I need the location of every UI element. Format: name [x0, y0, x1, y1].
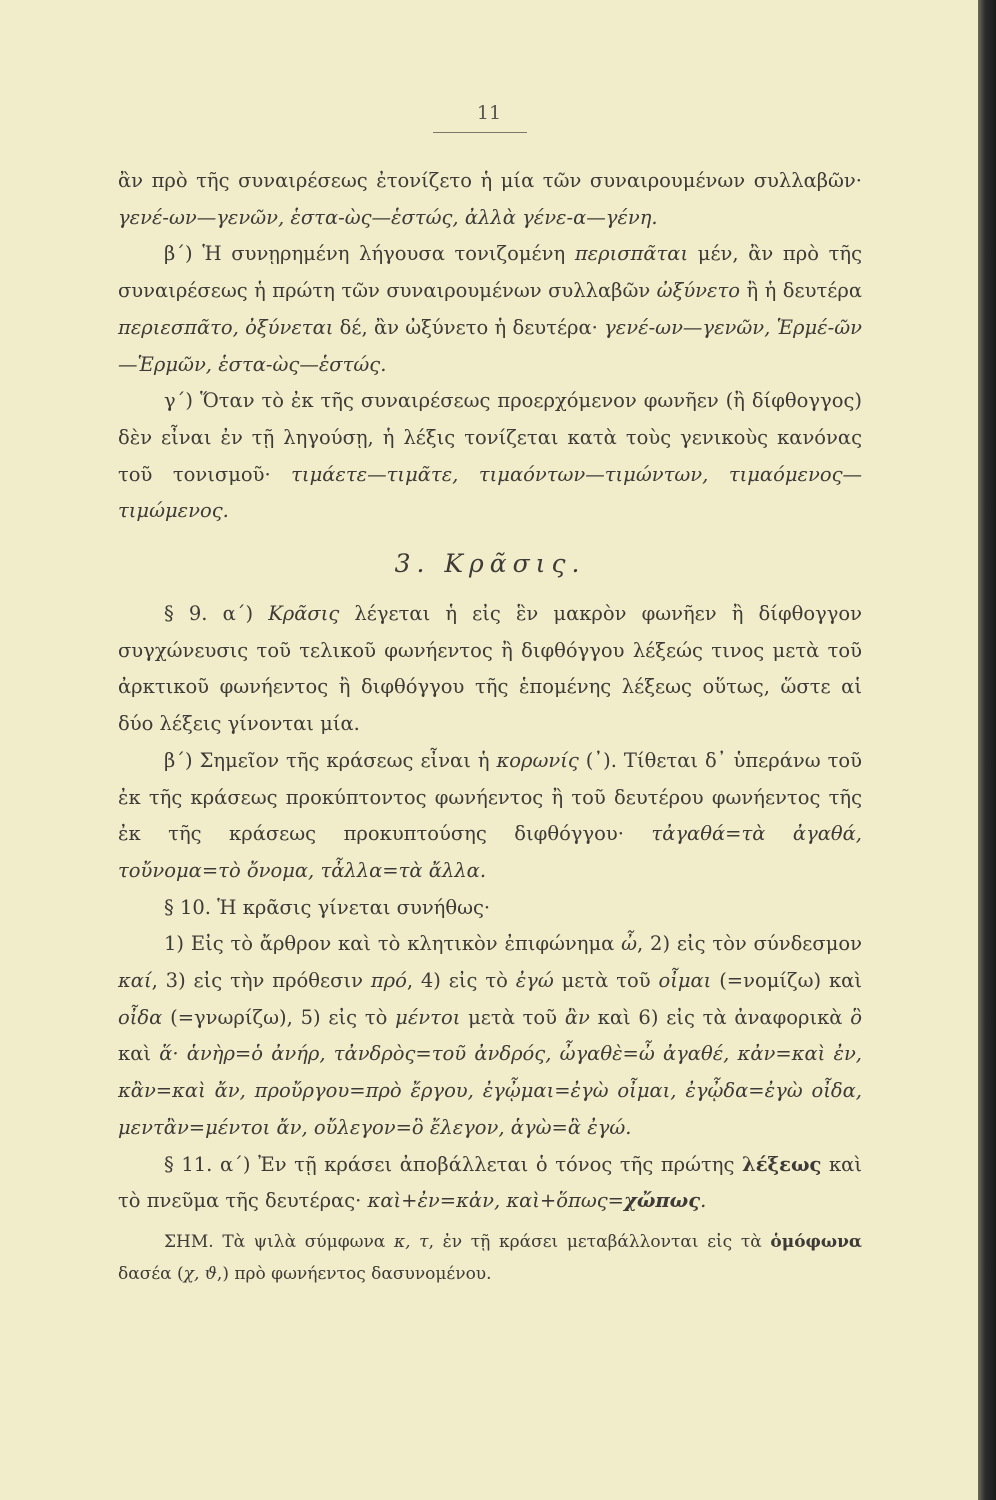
header-rule [433, 132, 527, 133]
paragraph-section-9b: β΄) Σημεῖον τῆς κράσεως εἶναι ἡ κορωνίς (᾿). Τίθεται δ᾿ ὑπεράνω τοῦ ἐκ τῆς κράσεως προκύπτοντος φωνήεντος ἢ τοῦ δευτέρου φωνήεντος τῆς ἐκ τῆς κράσεως προκυπτούσης διφθόγγου· τἀγαθά=τὰ ἀγαθά, τοὔνομα=τὸ ὄνομα, τἆλλα=τὰ ἄλλα. [118, 748, 863, 882]
book-edge [978, 0, 996, 1500]
paragraph-section-10: § 10. Ἡ κρᾶσις γίνεται συνήθως· [164, 895, 491, 919]
paragraph-rule-b: β΄) Ἡ συνῃρημένη λήγουσα τονιζομένη περισπᾶται μέν, ἂν πρὸ τῆς συναιρέσεως ἡ πρώτη τῶν συναιρουμένων συλλαβῶν ὠξύνετο ἢ ἡ δευτέρα περιεσπᾶτο, ὀξύνεται δέ, ἂν ὠξύνετο ἡ δευτέρα· γενέ-ων—γενῶν, Ἑρμέ-ῶν—Ἑρμῶν, ἑστα-ὼς—ἑστώς. [118, 242, 862, 376]
paragraph-section-9a: § 9. α΄) Κρᾶσις λέγεται ἡ εἰς ἓν μακρὸν φωνῆεν ἢ δίφθογγον συγχώνευσις τοῦ τελικοῦ φωνήεντος ἢ διφθόγγου λέξεώς τινος μετὰ τοῦ ἀρκτικοῦ φωνήεντος ἢ διφθόγγου τῆς ἑπομένης λέξεως οὕτως, ὥστε αἱ δύο λέξεις γίνονται μία. [118, 602, 862, 736]
paragraph-section-11a: § 11. α΄) Ἐν τῇ κράσει ἀποβάλλεται ὁ τόνος τῆς πρώτης λέξεως καὶ τὸ πνεῦμα τῆς δευτέρας· καὶ+ἐν=κἀν, καὶ+ὅπως=χὤπως. [118, 1152, 862, 1213]
paragraph-section-10-list: 1) Εἰς τὸ ἄρθρον καὶ τὸ κλητικὸν ἐπιφώνημα ὦ, 2) εἰς τὸν σύνδεσμον καί, 3) εἰς τὴν πρόθεσιν πρό, 4) εἰς τὸ ἐγώ μετὰ τοῦ οἶμαι (=νομίζω) καὶ οἶδα (=γνωρίζω), 5) εἰς τὸ μέντοι μετὰ τοῦ ἂν καὶ 6) εἰς τὰ ἀναφορικὰ ὃ καὶ ἅ· ἁνὴρ=ὁ ἀνήρ, τἀνδρὸς=τοῦ ἀνδρός, ὦγαθὲ=ὦ ἀγαθέ, κἀν=καὶ ἐν, κἂν=καὶ ἄν, προὔργου=πρὸ ἔργου, ἐγᾦμαι=ἐγὼ οἶμαι, ἐγᾦδα=ἐγὼ οἶδα, μεντἂν=μέντοι ἄν, οὔλεγον=ὃ ἔλεγον, ἁγὼ=ἃ ἐγώ. [118, 932, 862, 1139]
page-body [118, 163, 862, 1290]
page-number: 11 [476, 102, 502, 124]
paragraph-rule-c: γ΄) Ὅταν τὸ ἐκ τῆς συναιρέσεως προερχόμενον φωνῆεν (ἢ δίφθογγος) δὲν εἶναι ἐν τῇ ληγούσῃ, ἡ λέξις τονίζεται κατὰ τοὺς γενικοὺς κανόνας τοῦ τονισμοῦ· τιμάετε—τιμᾶτε, τιμαόντων—τιμώντων, τιμαόμενος—τιμώμενος. [118, 389, 862, 523]
paragraph-continuation: ἂν πρὸ τῆς συναιρέσεως ἐτονίζετο ἡ μία τῶν συναιρουμένων συλλαβῶν· γενέ-ων—γενῶν, ἑστα-ὼς—ἑστώς, ἀλλὰ γένε-α—γένη. [118, 169, 862, 229]
note-paragraph: ΣΗΜ. Τὰ ψιλὰ σύμφωνα κ, τ, ἐν τῇ κράσει μεταβάλλονται εἰς τὰ ὁμόφωνα δασέα (χ, ϑ,) πρὸ φωνήεντος δασυνομένου. [118, 1231, 862, 1284]
section-heading: 3. Κρᾶσις. [394, 549, 586, 579]
